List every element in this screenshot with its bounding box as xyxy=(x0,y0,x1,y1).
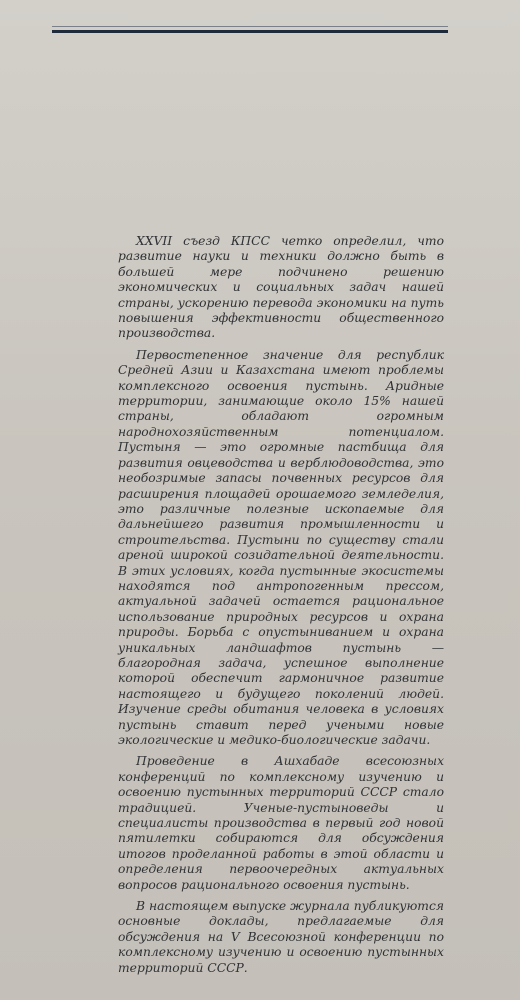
body-text xyxy=(118,234,444,982)
paragraph-1: XXVII съезд КПСС четко определил, что развитие науки и техники должно быть в большей мере подчинено решению экономических и социальных задач нашей страны, ускорению перевода экономики на путь повышения эффективности общественного производства. xyxy=(118,234,444,341)
paragraph-4: В настоящем выпуске журнала публикуются основные доклады, предлагаемые для обсуждения на V Всесоюзной конференции по комплексному изучению и освоению пустынных территорий СССР. xyxy=(118,899,444,975)
top-rule-thin xyxy=(52,26,448,27)
paragraph-3: Проведение в Ашхабаде всесоюзных конференций по комплексному изучению и освоению пустынных территорий СССР стало традицией. Ученые-пустыноведы и специалисты производства в первый год новой пятилетки собираются для обсуждения итогов проделанной работы в этой области и определения первоочередных актуальных вопросов рационального освоения пустынь. xyxy=(118,754,444,892)
top-rule xyxy=(52,30,448,33)
paragraph-2: Первостепенное значение для республик Средней Азии и Казахстана имеют проблемы комплексного освоения пустынь. Аридные территории, занимающие около 15% нашей страны, обладают огромным народнохозяйственным потенциалом. Пустыня — это огромные пастбища для развития овцеводства и верблюдоводства, это необозримые запасы почвенных ресурсов для расширения площадей орошаемого земледелия, это различные полезные ископаемые для дальнейшего развития промышленности и строительства. Пустыни по существу стали ареной широкой созидательной деятельности. В этих условиях, когда пустынные экосистемы находятся под антропогенным прессом, актуальной задачей остается рациональное использование природных ресурсов и охрана природы. Борьба с опустыниванием и охрана уникальных ландшафтов пустынь — благородная задача, успешное выполнение которой обеспечит гармоничное развитие настоящего и будущего поколений людей. Изучение среды обитания человека в условиях пустынь ставит перед учеными новые экологические и медико-биологические задачи. xyxy=(118,347,444,747)
